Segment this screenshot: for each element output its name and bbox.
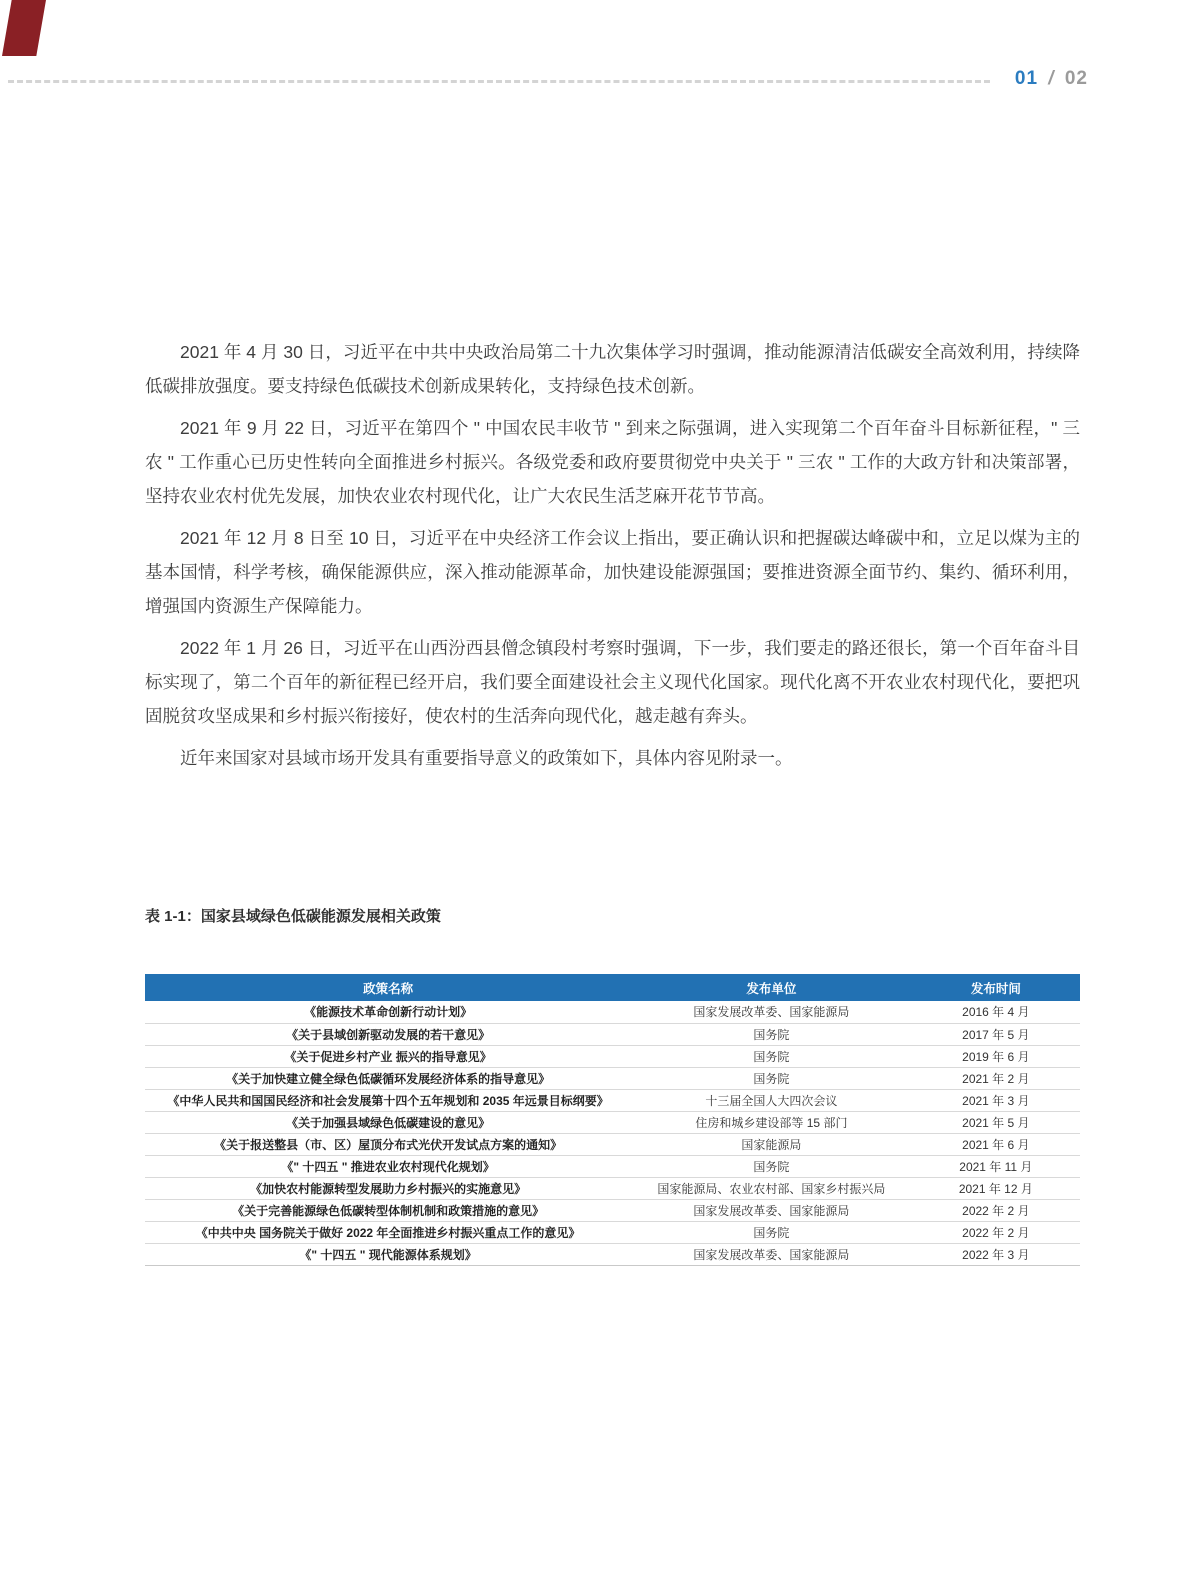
cell-publisher: 国家能源局 (631, 1133, 912, 1155)
cell-policy-name: 《中华人民共和国国民经济和社会发展第十四个五年规划和 2035 年远景目标纲要》 (145, 1089, 631, 1111)
cell-policy-name: 《关于县域创新驱动发展的若干意见》 (145, 1023, 631, 1045)
cell-policy-name: 《关于加强县域绿色低碳建设的意见》 (145, 1111, 631, 1133)
paragraph: 2021 年 4 月 30 日，习近平在中共中央政治局第二十九次集体学习时强调，推动能源清洁低碳安全高效利用，持续降低碳排放强度。要支持绿色低碳技术创新成果转化，支持绿色技术创新。 (145, 342, 1080, 396)
table-row (145, 1243, 1080, 1265)
cell-policy-name: 《中共中央 国务院关于做好 2022 年全面推进乡村振兴重点工作的意见》 (145, 1221, 631, 1243)
cell-publish-date: 2021 年 12 月 (912, 1177, 1080, 1199)
page-number-total: 02 (1064, 68, 1088, 89)
cell-publisher: 国家能源局、农业农村部、国家乡村振兴局 (631, 1177, 912, 1199)
cell-publisher: 国务院 (631, 1045, 912, 1067)
table-row (145, 1089, 1080, 1111)
cell-policy-name: 《关于报送整县（市、区）屋顶分布式光伏开发试点方案的通知》 (145, 1133, 631, 1155)
page-number-separator: / (1048, 68, 1055, 89)
cell-policy-name: 《能源技术革命创新行动计划》 (145, 1001, 631, 1023)
column-header-policy-name: 政策名称 (145, 974, 631, 1001)
cell-policy-name: 《关于加快建立健全绿色低碳循环发展经济体系的指导意见》 (145, 1067, 631, 1089)
cell-publisher: 国务院 (631, 1023, 912, 1045)
cell-publisher: 国家发展改革委、国家能源局 (631, 1001, 912, 1023)
cell-publisher: 国家发展改革委、国家能源局 (631, 1199, 912, 1221)
corner-ribbon-mark (2, 0, 46, 56)
cell-publish-date: 2017 年 5 月 (912, 1023, 1080, 1045)
cell-policy-name: 《" 十四五 " 推进农业农村现代化规划》 (145, 1155, 631, 1177)
table-row (145, 1067, 1080, 1089)
paragraph: 2021 年 9 月 22 日，习近平在第四个 " 中国农民丰收节 " 到来之际强调，进入实现第二个百年奋斗目标新征程，" 三农 " 工作重心已历史性转向全面推进乡村振兴。各级党委和政府要贯彻党中央关于 " 三农 " 工作的大政方针和决策部署，坚持农业农村优先发展，加快农业农村现代化，让广大农民生活芝麻开花节节高。 (145, 418, 1080, 506)
table-row (145, 1221, 1080, 1243)
table-row (145, 1155, 1080, 1177)
cell-publish-date: 2021 年 3 月 (912, 1089, 1080, 1111)
column-header-publish-date: 发布时间 (912, 974, 1080, 1001)
cell-publish-date: 2022 年 2 月 (912, 1221, 1080, 1243)
cell-policy-name: 《关于完善能源绿色低碳转型体制机制和政策措施的意见》 (145, 1199, 631, 1221)
cell-publish-date: 2022 年 2 月 (912, 1199, 1080, 1221)
cell-publisher: 国务院 (631, 1155, 912, 1177)
cell-publish-date: 2021 年 5 月 (912, 1111, 1080, 1133)
page-number-current: 01 (1014, 68, 1039, 89)
cell-policy-name: 《" 十四五 " 现代能源体系规划》 (145, 1243, 631, 1265)
paragraph: 2021 年 12 月 8 日至 10 日，习近平在中央经济工作会议上指出，要正确认识和把握碳达峰碳中和，立足以煤为主的基本国情，科学考核，确保能源供应，深入推动能源革命，加快建设能源强国；要推进资源全面节约、集约、循环利用，增强国内资源生产保障能力。 (145, 528, 1080, 616)
cell-policy-name: 《加快农村能源转型发展助力乡村振兴的实施意见》 (145, 1177, 631, 1199)
table-row (145, 1177, 1080, 1199)
paragraph: 2022 年 1 月 26 日，习近平在山西汾西县僧念镇段村考察时强调，下一步，我们要走的路还很长，第一个百年奋斗目标实现了，第二个百年的新征程已经开启，我们要全面建设社会主义现代化国家。现代化离不开农业农村现代化，要把巩固脱贫攻坚成果和乡村振兴衔接好，使农村的生活奔向现代化，越走越有奔头。 (145, 638, 1080, 726)
cell-publisher: 国家发展改革委、国家能源局 (631, 1243, 912, 1265)
paragraph: 近年来国家对县域市场开发具有重要指导意义的政策如下，具体内容见附录一。 (180, 748, 793, 768)
document-body (145, 335, 1080, 1266)
cell-publish-date: 2021 年 11 月 (912, 1155, 1080, 1177)
cell-publish-date: 2021 年 2 月 (912, 1067, 1080, 1089)
table-row (145, 1111, 1080, 1133)
table-header-row (145, 974, 1080, 1001)
table-caption: 表 1-1：国家县域绿色低碳能源发展相关政策 (145, 908, 441, 925)
cell-publish-date: 2021 年 6 月 (912, 1133, 1080, 1155)
table-row (145, 1001, 1080, 1023)
cell-publisher: 国务院 (631, 1067, 912, 1089)
page-indicator (1015, 68, 1088, 90)
cell-publisher: 国务院 (631, 1221, 912, 1243)
column-header-publisher: 发布单位 (631, 974, 912, 1001)
cell-publisher: 住房和城乡建设部等 15 部门 (631, 1111, 912, 1133)
table-row (145, 1045, 1080, 1067)
cell-publish-date: 2019 年 6 月 (912, 1045, 1080, 1067)
cell-publisher: 十三届全国人大四次会议 (631, 1089, 912, 1111)
table-row (145, 1199, 1080, 1221)
cell-publish-date: 2016 年 4 月 (912, 1001, 1080, 1023)
cell-publish-date: 2022 年 3 月 (912, 1243, 1080, 1265)
header-dashed-rule (8, 80, 990, 83)
table-row (145, 1023, 1080, 1045)
cell-policy-name: 《关于促进乡村产业 振兴的指导意见》 (145, 1045, 631, 1067)
policy-table (145, 974, 1080, 1266)
table-row (145, 1133, 1080, 1155)
policy-table-body (145, 1001, 1080, 1265)
